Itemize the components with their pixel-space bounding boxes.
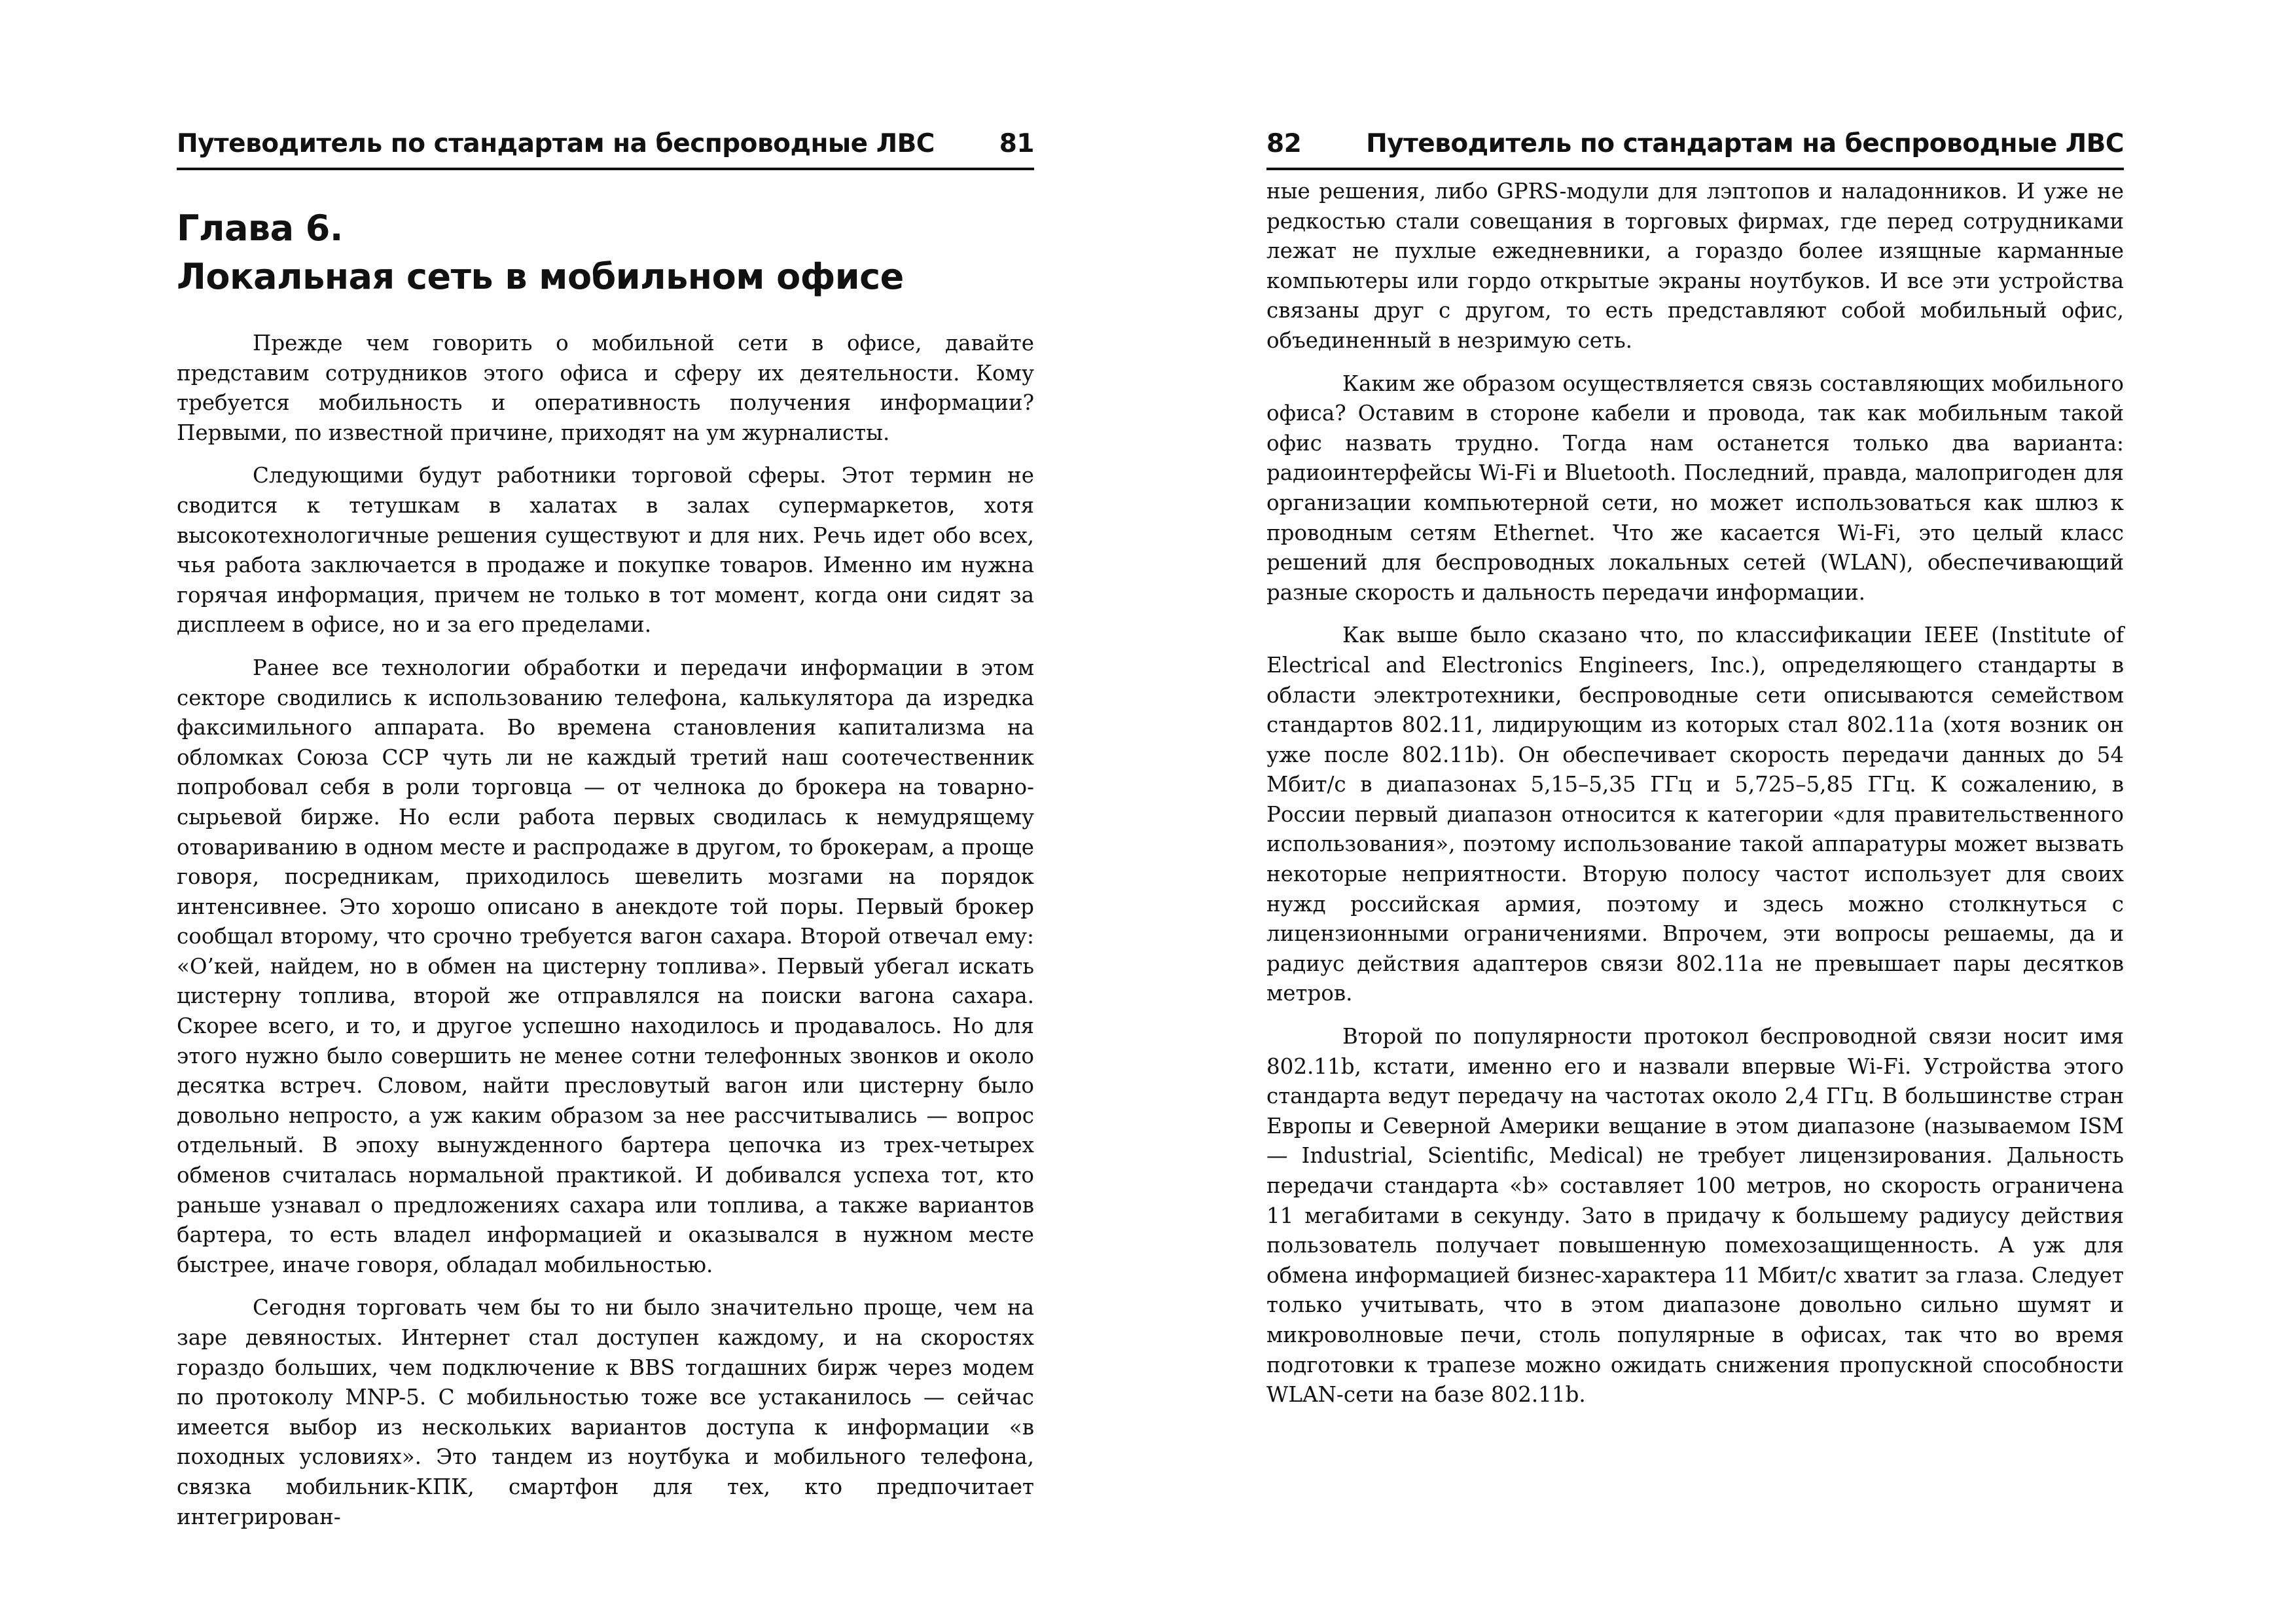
paragraph: Ранее все технологии обработки и передачи информации в этом секторе сводились к использованию телефона, калькулятора да изредка факсимильного аппарата. Во времена становления капитализма на обломках Союза ССР чуть ли не каждый третий наш соотечественник попробовал себя в роли торговца — от челнока до брокера на товарно-сырьевой бирже. Но если работа первых сводилась к немудрящему отовариванию в одном месте и распродаже в другом, то брокерам, а проще говоря, посредникам, приходилось шевелить мозгами на порядок интенсивнее. Это хорошо описано в анекдоте той поры. Первый брокер сообщал второму, что срочно требуется вагон сахара. Второй отвечал ему: «О’кей, найдем, но в обмен на цистерну топлива». Первый убегал искать цистерну топлива, второй же отправлялся на поиски вагона сахара. Скорее всего, и то, и другое успешно находилось и продавалось. Но для этого нужно было совершить не менее сотни телефонных звонков и около десятка встреч. Словом, найти пресловутый вагон или цистерну было довольно непросто, а уж каким образом за нее рассчитывались — вопрос отдельный. В эпоху вынужденного бартера цепочка из трех-четырех обменов считалась нормальной практикой. И добивался успеха тот, кто раньше узнавал о предложениях сахара или топлива, а также вариантов бартера, то есть владел информацией и оказывался в нужном месте быстрее, иначе говоря, обладал мобильностью. [177, 655, 1034, 1277]
left-page [177, 124, 1034, 1578]
paragraph: Как выше было сказано что, по классификации IEEE (Institute of Electrical and Electronics Engineers, Inc.), определяющего стандарты в области электротехники, беспроводные сети описываются семейством стандартов 802.11, лидирующим из которых стал 802.11a (хотя возник он уже после 802.11b). Он обеспечивает скорость передачи данных до 54 Мбит/с в диапазонах 5,15–5,35 ГГц и 5,725–5,85 ГГц. К сожалению, в России первый диапазон относится к категории «для правительственного использования», поэтому использование такой аппаратуры может вызвать некоторые неприятности. Вторую полосу частот использует для своих нужд российская армия, поэтому и здесь можно столкнуться с лицензионными ограничениями. Впрочем, эти вопросы решаемы, да и радиус действия адаптеров связи 802.11a не превышает пары десятков метров. [1266, 623, 2124, 1006]
paragraph: Следующими будут работники торговой сферы. Этот термин не сводится к тетушкам в халатах в залах супермаркетов, хотя высокотехнологичные решения существуют и для них. Речь идет обо всех, чья работа заключается в продаже и покупке товаров. Именно им нужна горячая информация, причем не только в тот момент, когда они сидят за дисплеем в офисе, но и за его пределами. [177, 463, 1034, 638]
right-running-head [1266, 124, 2124, 170]
paragraph: ные решения, либо GPRS-модули для лэптопов и наладонников. И уже не редкостью стали совещания в торговых фирмах, где перед сотрудниками лежат не пухлые ежедневники, а гораздо более изящные карманные компьютеры или гордо открытые экраны ноутбуков. И все эти устройства связаны друг с другом, то есть представляют собой мобильный офис, объединенный в незримую сеть. [1266, 179, 2124, 353]
chapter-label: Глава 6. [177, 208, 343, 249]
paragraph: Каким же образом осуществляется связь составляющих мобильного офиса? Оставим в стороне кабели и провода, так как мобильным такой офис назвать трудно. Тогда нам останется только два варианта: радиоинтерфейсы Wi-Fi и Bluetooth. Последний, правда, малопригоден для организации компьютерной сети, но может использоваться как шлюз к проводным сетям Ethernet. Что же касается Wi-Fi, это целый класс решений для беспроводных локальных сетей (WLAN), обеспечивающий разные скорость и дальность передачи информации. [1266, 371, 2124, 605]
running-title: Путеводитель по стандартам на беспроводные ЛВС [177, 129, 935, 158]
paragraph: Второй по популярности протокол беспроводной связи носит имя 802.11b, кстати, именно его и назвали впервые Wi-Fi. Устройства этого стандарта ведут передачу на частотах около 2,4 ГГц. В большинстве стран Европы и Северной Америки вещание в этом диапазоне (называемом ISM — Industrial, Scientific, Medical) не требует лицензирования. Дальность передачи стандарта «b» составляет 100 метров, но скорость ограничена 11 мегабитами в секунду. Зато в придачу к большему радиусу действия пользователь получает повышенную помехозащищенность. А уж для обмена информацией бизнес-характера 11 Мбит/с хватит за глаза. Следует только учитывать, что в этом диапазоне довольно сильно шумят и микроволновые печи, столь популярные в офисах, так что во время подготовки к трапезе можно ожидать снижения пропускной способности WLAN-сети на базе 802.11b. [1266, 1024, 2124, 1408]
page-number: 81 [999, 129, 1034, 158]
running-title: Путеводитель по стандартам на беспроводные ЛВС [1366, 129, 2124, 158]
right-page [1266, 124, 2124, 1578]
paragraph: Прежде чем говорить о мобильной сети в офисе, давайте представим сотрудников этого офиса и сферу их деятельности. Кому требуется мобильность и оперативность получения информации? Первыми, по известной причине, приходят на ум журналисты. [177, 331, 1034, 445]
right-body-text [1266, 177, 2124, 1410]
left-running-head [177, 124, 1034, 170]
chapter-heading [177, 204, 1034, 301]
page-number: 82 [1266, 129, 1302, 158]
chapter-title: Локальная сеть в мобильном офисе [177, 256, 904, 297]
paragraph: Сегодня торговать чем бы то ни было значительно проще, чем на заре девяностых. Интернет стал доступен каждому, и на скоростях гораздо больших, чем подключение к BBS тогдашних бирж через модем по протоколу MNP-5. С мобильностью тоже все устаканилось — сейчас имеется выбор из нескольких вариантов доступа к информации «в походных условиях». Это тандем из ноутбука и мобильного телефона, связка мобильник-КПК, смартфон для тех, кто предпочитает интегрирован- [177, 1295, 1034, 1529]
left-body-text [177, 329, 1034, 1532]
